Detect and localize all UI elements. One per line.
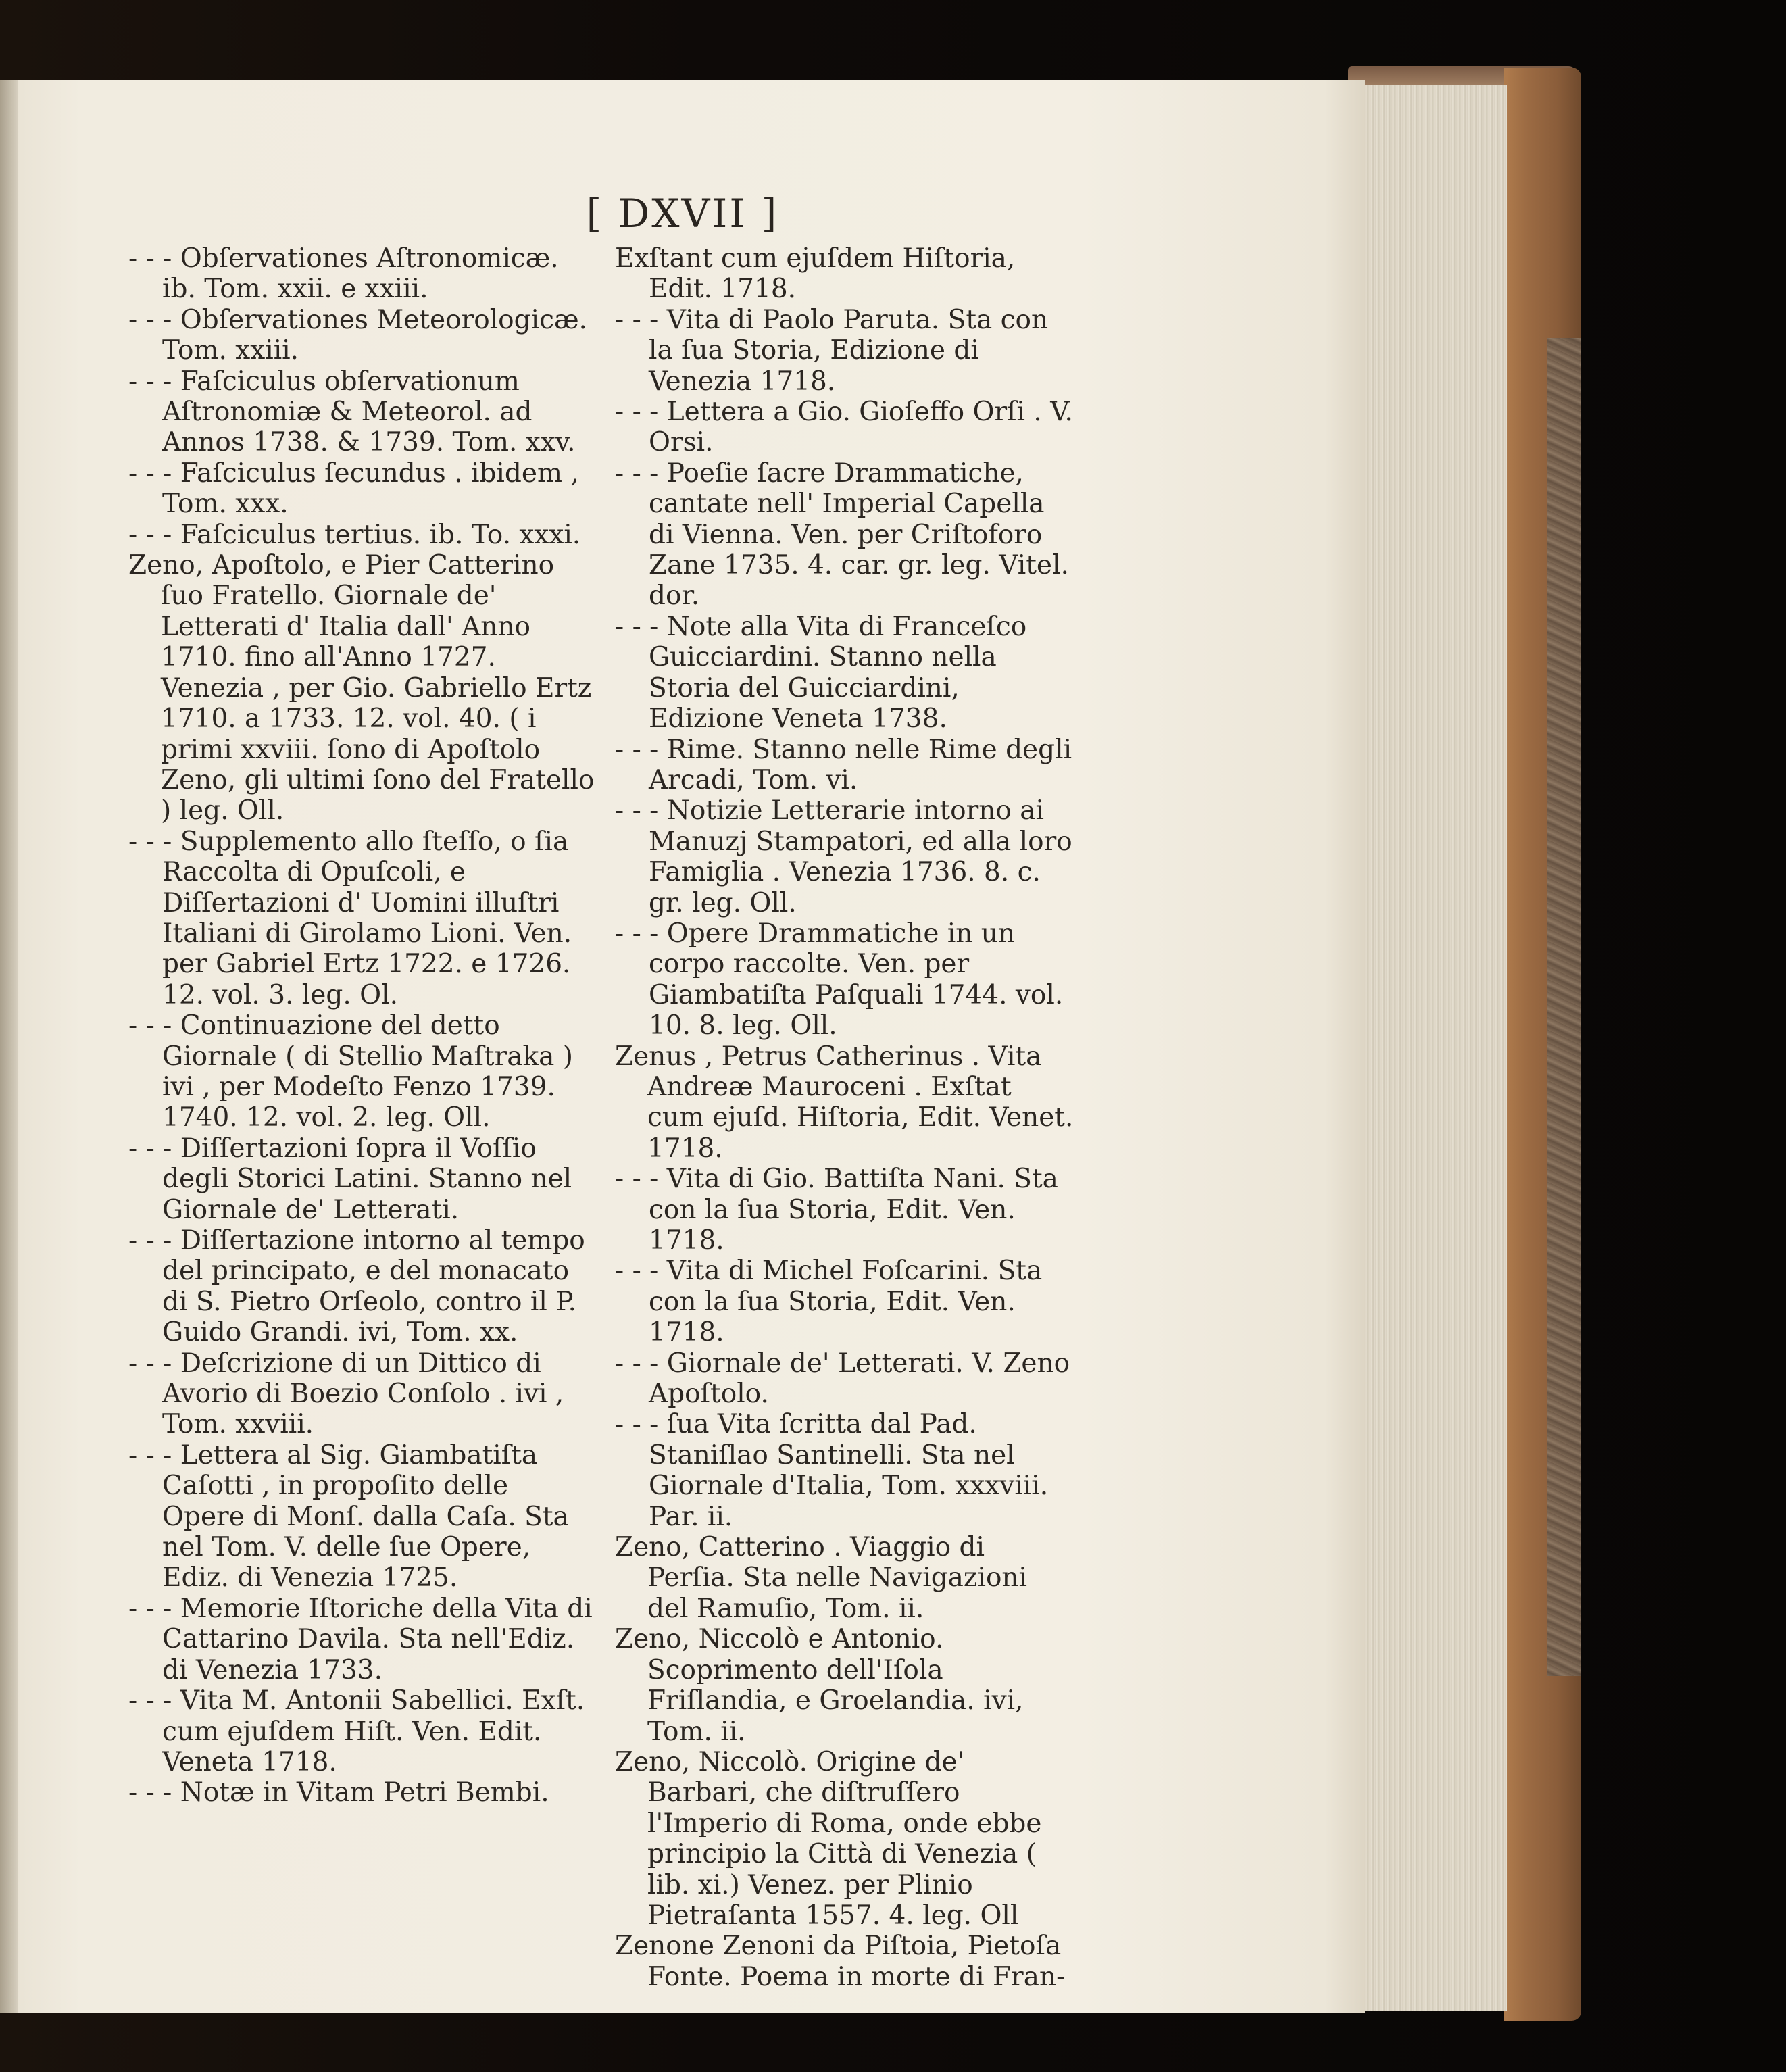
catalog-entry: - - - Lettera a Gio. Gioſeffo Orſi . V. Orsi.: [615, 397, 1073, 458]
catalog-entry: - - - Deſcrizione di un Dittico di Avorio di Boezio Conſolo . ivi , Tom. xxviii.: [128, 1348, 564, 1440]
left-column: [128, 243, 595, 1808]
catalog-entry: - - - Note alla Vita di Franceſco Guicciardini. Stanno nella Storia del Guicciardini, Edizione Veneta 1738.: [615, 611, 1027, 735]
marbled-board: [1547, 338, 1581, 1676]
catalog-entry: - - - Poeſie ſacre Drammatiche, cantate nell' Imperial Capella di Vienna. Ven. per Criſtoforo Zane 1735. 4. car. gr. leg. Vitel. dor.: [615, 458, 1069, 612]
catalog-entry: - - - Obſervationes Aſtronomicæ. ib. Tom. xxii. e xxiii.: [128, 243, 559, 305]
catalog-entry: Zenone Zenoni da Piſtoia, Pietoſa Fonte. Poema in morte di Fran-: [615, 1931, 1066, 1992]
catalog-entry: - - - Continuazione del detto Giornale ( di Stellio Maſtraka ) ivi , per Modeſto Fenzo 1739. 1740. 12. vol. 2. leg. Oll.: [128, 1010, 573, 1133]
catalog-entry: - - - Notizie Letterarie intorno ai Manuzj Stampatori, ed alla loro Famiglia . Venezia 1736. 8. c. gr. leg. Oll.: [615, 795, 1072, 918]
catalog-entry: - - - Notæ in Vitam Petri Bembi.: [128, 1777, 549, 1808]
right-column: [615, 243, 1074, 1992]
gutter-edge: [0, 80, 18, 2013]
catalog-entry: - - - Supplemento allo ſteſſo, o ſia Raccolta di Opuſcoli, e Diſſertazioni d' Uomini illuſtri Italiani di Girolamo Lioni. Ven. per Gabriel Ertz 1722. e 1726. 12. vol. 3. leg. Ol.: [128, 826, 572, 1010]
catalog-entry: - - - Faſciculus obſervationum Aſtronomiæ & Meteorol. ad Annos 1738. & 1739. Tom. xxv.: [128, 366, 576, 458]
catalog-entry: - - - Faſciculus ſecundus . ibidem , Tom. xxx.: [128, 458, 579, 520]
catalog-entry: - - - Lettera al Sig. Giambatiſta Caſotti , in propoſito delle Opere di Monſ. dalla Caſa. Sta nel Tom. V. delle ſue Opere, Ediz. di Venezia 1725.: [128, 1439, 569, 1594]
catalog-entry: - - - Diſſertazione intorno al tempo del principato, e del monacato di S. Pietro Orſeolo, contro il P. Guido Grandi. ivi, Tom. xx.: [128, 1225, 585, 1348]
catalog-entry: - - - Vita di Michel Foſcarini. Sta con la ſua Storia, Edit. Ven. 1718.: [615, 1256, 1043, 1348]
catalog-entry: - - - Giornale de' Letterati. V. Zeno Apoſtolo.: [615, 1348, 1070, 1410]
catalog-entry: - - - Vita di Paolo Paruta. Sta con la ſua Storia, Edizione di Venezia 1718.: [615, 304, 1049, 397]
catalog-entry: Zeno, Catterino . Viaggio di Perſia. Sta nelle Navigazioni del Ramuſio, Tom. ii.: [615, 1532, 1028, 1624]
catalog-entry: - - - Rime. Stanno nelle Rime degli Arcadi, Tom. vi.: [615, 734, 1072, 795]
catalog-entry: - - - Vita di Gio. Battiſta Nani. Sta con la ſua Storia, Edit. Ven. 1718.: [615, 1164, 1058, 1256]
catalog-entry: - - - Vita M. Antonii Sabellici. Exſt. cum ejuſdem Hiſt. Ven. Edit. Veneta 1718.: [128, 1685, 585, 1777]
page-header: [ DXVII ]: [586, 191, 779, 237]
catalog-entry: - - - Faſciculus tertius. ib. To. xxxi.: [128, 519, 581, 550]
catalog-entry: Zenus , Petrus Catherinus . Vita Andreæ Mauroceni . Exſtat cum ejuſd. Hiſtoria, Edit. Venet. 1718.: [615, 1041, 1074, 1164]
catalog-entry: Zeno, Niccolò e Antonio. Scoprimento dell'Iſola Friſlandia, e Groelandia. ivi, Tom. ii.: [615, 1624, 1024, 1747]
catalog-entry: Exſtant cum ejuſdem Hiſtoria, Edit. 1718.: [615, 243, 1016, 305]
page-fore-edge: [1348, 85, 1507, 2011]
catalog-entry: - - - Obſervationes Meteorologicæ. Tom. xxiii.: [128, 304, 587, 366]
catalog-entry: - - - Diſſertazioni ſopra il Voſſio degli Storici Latini. Stanno nel Giornale de' Letterati.: [128, 1133, 572, 1225]
catalog-entry: - - - Memorie Iſtoriche della Vita di Cattarino Davila. Sta nell'Ediz. di Venezia 1733.: [128, 1593, 593, 1685]
catalog-entry: - - - Opere Drammatiche in un corpo raccolte. Ven. per Giambatiſta Paſquali 1744. vol. 10. 8. leg. Oll.: [615, 918, 1064, 1041]
catalog-entry: Zeno, Apoſtolo, e Pier Catterino ſuo Fratello. Giornale de' Letterati d' Italia dall' Anno 1710. fino all'Anno 1727. Venezia , per Gio. Gabriello Ertz 1710. a 1733. 12. vol. 40. ( i primi xxviii. ſono di Apoſtolo Zeno, gli ultimi ſono del Fratello ) leg. Oll.: [128, 550, 595, 827]
catalog-entry: Zeno, Niccolò. Origine de' Barbari, che diſtruſſero l'Imperio di Roma, onde ebbe principio la Città di Venezia ( lib. xi.) Venez. per Plinio Pietraſanta 1557. 4. leg. Oll: [615, 1746, 1042, 1931]
catalog-entry: - - - ſua Vita ſcritta dal Pad. Staniſlao Santinelli. Sta nel Giornale d'Italia, Tom. xxxviii. Par. ii.: [615, 1409, 1049, 1532]
